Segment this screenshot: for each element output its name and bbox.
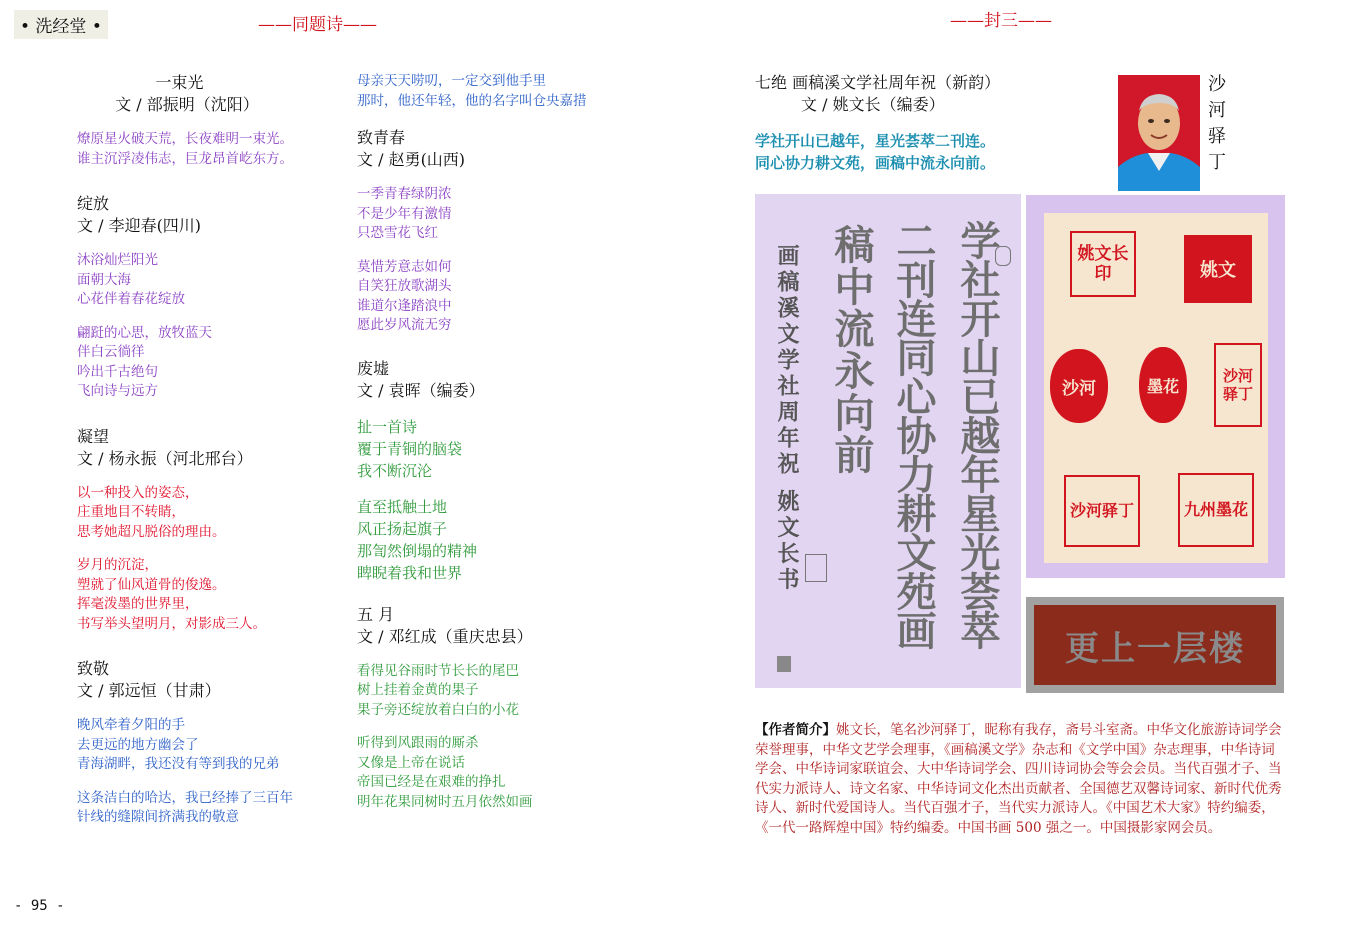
poem-line: 我不断沉沦 xyxy=(357,461,433,480)
poem-line: 塑就了仙风道骨的俊逸。 xyxy=(77,576,226,593)
featured-poem xyxy=(755,72,1015,174)
poem-line: 燎原星火破天荒，长夜难明一束光。 xyxy=(77,131,293,147)
poem-line: 那时，他还年轻，他的名字叫仓央嘉措 xyxy=(357,92,587,109)
seals-panel xyxy=(1026,195,1285,578)
poem-line: 一季青春绿阴浓 xyxy=(357,186,452,202)
poem-stanza xyxy=(357,258,647,336)
poem-line: 自笑狂放歌湖头 xyxy=(357,278,452,294)
calligraphy-artwork xyxy=(755,194,1021,688)
poem-stanza xyxy=(77,716,337,775)
seal-square: 沙河驿丁 xyxy=(1214,343,1262,427)
author-photo xyxy=(1118,75,1200,191)
poem-title: 致敬 xyxy=(77,659,110,678)
poem-author: 文 / 郭远恒（甘肃） xyxy=(77,681,221,700)
poem-line: 睥睨着我和世界 xyxy=(357,563,463,582)
poem-stanza xyxy=(755,130,1015,174)
poem-line: 翩跹的心思，放牧蓝天 xyxy=(77,324,212,341)
poem-line: 只恐雪花飞红 xyxy=(357,225,438,241)
calligraphy-column: 稿中流永向前 xyxy=(828,224,875,476)
seal-square: 九州墨花 xyxy=(1178,473,1254,547)
poem-line: 树上挂着金黄的果子 xyxy=(357,682,479,698)
poem-line: 风正扬起旗子 xyxy=(357,519,448,538)
poem-line: 心花伴着春花绽放 xyxy=(77,291,185,307)
page-number: - 95 - xyxy=(14,898,65,914)
poem-line: 吟出千古绝句 xyxy=(77,363,158,380)
poem-author: 文 / 邓红成（重庆忠县） xyxy=(357,626,533,646)
poem-line: 以一种投入的姿态， xyxy=(77,484,199,501)
poem-author: 文 / 部振明（沈阳） xyxy=(115,95,259,114)
calligraphy-column: 学社开山已越年星光荟萃 xyxy=(954,220,1001,649)
poem xyxy=(357,604,647,813)
author-bio xyxy=(755,721,1285,839)
poem-title: 五 月 xyxy=(357,604,395,624)
poem-line: 这条洁白的哈达，我已经捧了三百年 xyxy=(77,789,293,806)
poem-line: 莫惜芳意志如何 xyxy=(357,258,452,275)
portrait-image xyxy=(1118,75,1200,191)
poem xyxy=(77,72,337,169)
poem-author: 文 / 袁晖（编委） xyxy=(357,380,485,400)
poem-line: 飞向诗与远方 xyxy=(77,383,158,399)
poem xyxy=(77,426,337,635)
calligraphy-column: 二刊连同心协力耕文苑画 xyxy=(890,220,937,649)
poem-line: 沐浴灿烂阳光 xyxy=(77,252,158,268)
poem-line: 谁道尔逢踏浪中 xyxy=(357,297,452,314)
poem-line: 思考她超凡脱俗的理由。 xyxy=(77,523,226,540)
poem-line: 看得见谷雨时节长长的尾巴 xyxy=(357,662,519,679)
poem-line: 听得到风跟雨的厮杀 xyxy=(357,735,479,751)
poem-author: 文 / 赵勇(山西) xyxy=(357,150,466,169)
poem-line: 同心协力耕文苑，画稿中流永向前。 xyxy=(755,154,996,172)
poem-line: 帝国已经是在艰难的挣扎 xyxy=(357,774,506,790)
poem-line: 谁主沉浮凌伟志，巨龙昂首屹东方。 xyxy=(77,150,293,167)
poem-line: 扯一首诗 xyxy=(357,417,418,436)
poem xyxy=(357,358,647,584)
poem-stanza xyxy=(77,324,337,402)
poem-line: 果子旁还绽放着白白的小花 xyxy=(357,701,519,718)
poem-stanza xyxy=(77,484,337,543)
poem-title: 致青春 xyxy=(357,128,406,147)
poem-stanza xyxy=(77,556,337,634)
poem xyxy=(77,193,337,402)
left-page-title: ——同题诗—— xyxy=(258,15,377,35)
poem-line: 庄重地目不转睛， xyxy=(77,504,185,520)
poem-author: 文 / 李迎春(四川) xyxy=(77,216,202,235)
poem-line: 面朝大海 xyxy=(77,271,131,288)
bio-label: 【作者简介】 xyxy=(755,722,836,738)
seal-square: 姚文 xyxy=(1184,235,1252,303)
poem-stanza xyxy=(357,734,647,812)
poem-stanza xyxy=(77,251,337,310)
seal-oval: 墨花 xyxy=(1139,347,1187,423)
poem-line: 针线的缝隙间挤满我的敬意 xyxy=(77,809,239,825)
poem-stanza xyxy=(357,496,647,584)
poem-line: 去更远的地方幽会了 xyxy=(77,736,199,753)
poem xyxy=(77,658,337,828)
poem-stanza xyxy=(357,185,647,244)
seal-mark xyxy=(777,656,791,672)
pen-name: 沙河驿丁 xyxy=(1208,74,1226,173)
poem-author: 文 / 姚文长（编委） xyxy=(801,95,945,114)
sign-text: 更上一层楼 xyxy=(1065,628,1245,669)
poem-title: 一束光 xyxy=(155,73,204,92)
poem-line: 覆于青铜的脑袋 xyxy=(357,439,463,458)
seals-board xyxy=(1044,213,1268,563)
right-page-title: ——封三—— xyxy=(950,11,1052,31)
poem-stanza xyxy=(357,662,647,721)
poem-stanza xyxy=(357,72,647,111)
calligraphy-column: 画稿溪文学社周年祝 姚文长书 xyxy=(774,244,800,594)
poem-line: 挥毫泼墨的世界里， xyxy=(77,596,199,612)
poem-title: 绽放 xyxy=(77,194,110,213)
sign-board xyxy=(1034,605,1276,685)
poem-line: 明年花果同树时五月依然如画 xyxy=(357,793,533,810)
seal-mark xyxy=(995,246,1011,266)
seal-square: 姚文长印 xyxy=(1070,231,1136,297)
poem-stanza xyxy=(357,416,647,482)
section-label: • 洗经堂 • xyxy=(14,10,108,39)
poem xyxy=(357,127,647,336)
poem-line: 青海湖畔，我还没有等到我的兄弟 xyxy=(77,756,280,772)
poem-stanza xyxy=(77,789,337,828)
poem-line: 又像是上帝在说话 xyxy=(357,754,465,771)
poem-title: 废墟 xyxy=(357,358,390,378)
poem-line: 岁月的沉淀， xyxy=(77,557,158,573)
poem-author: 文 / 杨永振（河北邢台） xyxy=(77,448,253,468)
poem-column-1 xyxy=(77,72,337,828)
poem-line: 晚风牵着夕阳的手 xyxy=(77,717,185,733)
poem-line: 母亲天天唠叨，一定交到他手里 xyxy=(357,73,546,89)
poem-line: 不是少年有激情 xyxy=(357,205,452,222)
bio-text: 姚文长，笔名沙河驿丁，昵称有我存，斋号斗室斋。中华文化旅游诗词学会荣誉理事，中华文艺学会理事，《画稿溪文学》杂志和《文学中国》杂志理事，中华诗词学会、中华诗词家联谊会、大中华诗词学会、四川诗词协会等会会员。当代百强才子、当代实力派诗人、诗文名家、中华诗词文化杰出贡献者、全国德艺双馨诗词家、新时代优秀诗人、新时代爱国诗人。当代百强才子，当代实力派诗人。《中国艺术大家》特约编委，《一代一路辉煌中国》特约编委。中国书画 500 强之一。中国摄影家网会员。 xyxy=(755,722,1282,836)
poem-line: 直至抵触土地 xyxy=(357,497,448,516)
poem-title: 七绝 画稿溪文学社周年祝（新韵） xyxy=(755,73,1001,92)
framed-calligraphy-sign xyxy=(1026,597,1284,693)
poem-line: 学社开山已越年，星光荟萃二刊连。 xyxy=(755,132,996,150)
poem-line: 书写举头望明月，对影成三人。 xyxy=(77,615,266,632)
seal-mark xyxy=(805,554,827,582)
poem-line: 伴白云徜徉 xyxy=(77,344,145,360)
poem-line: 愿此岁风流无穷 xyxy=(357,317,452,333)
poem-stanza xyxy=(77,130,337,169)
poem-column-2 xyxy=(357,72,647,812)
poem-line: 那訇然倒塌的精神 xyxy=(357,541,478,560)
seal-oval: 沙河 xyxy=(1050,349,1108,423)
seal-square: 沙河驿丁 xyxy=(1064,475,1140,547)
poem-title: 凝望 xyxy=(77,426,110,446)
